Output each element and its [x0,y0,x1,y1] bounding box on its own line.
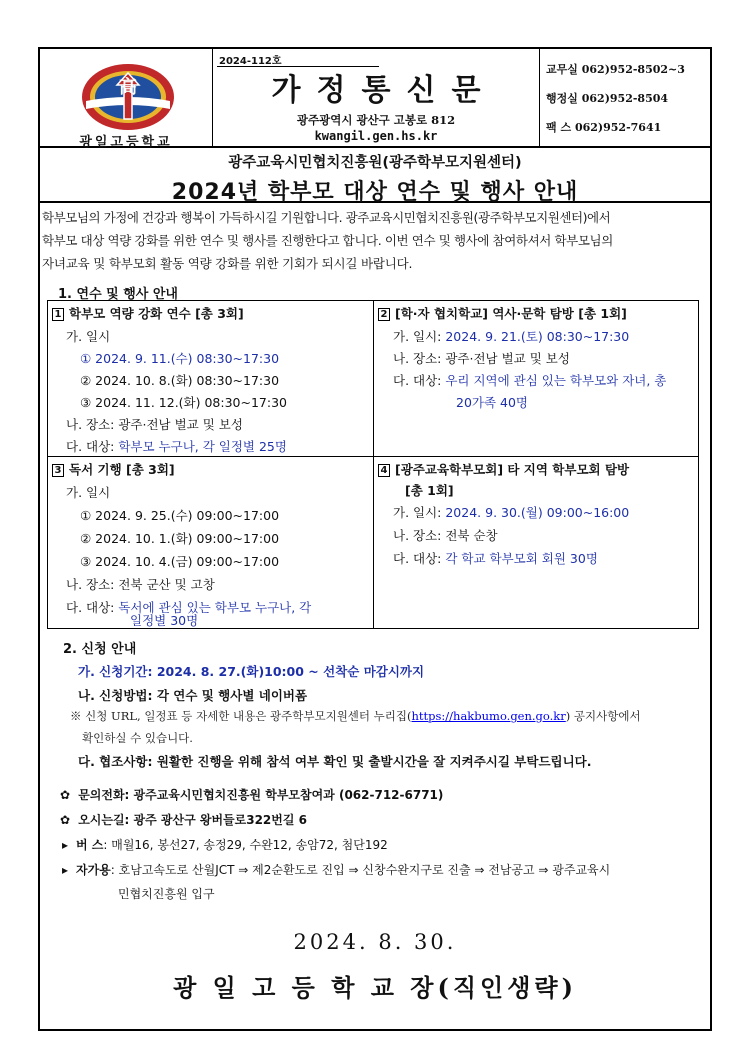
contact-panel [540,49,710,146]
contact-fax: 팩 스 062)952-7641 [546,121,662,134]
principal-signature: 광 일 고 등 학 교 장(직인생략) [173,973,577,1002]
event4-target: 다. 대상: 각 학교 학부모회 회원 30명 [393,551,598,566]
application-method: 나. 신청방법: 각 연수 및 행사별 네이버폼 [78,688,308,703]
event1-line: ① 2024. 9. 11.(수) 08:30~17:30 [80,351,280,366]
organizer-title: 광주교육시민협치진흥원(광주학부모지원센터) [228,155,522,171]
flower-icon: ✿ [60,788,71,802]
event2-title: 2 [학·자 협치학교] 역사·문학 탐방 [총 1회] [378,304,627,322]
event3-line: ② 2024. 10. 1.(화) 09:00~17:00 [80,531,280,546]
directions: ✿ 오시는길: 광주 광산구 왕버들로322번길 6 [60,813,307,827]
arrow-icon: ▸ [62,863,69,877]
application-note: ※ 신청 URL, 일정표 등 자세한 내용은 광주학부모지원센터 누리집(https://hakbumo.gen.go.kr) 공지사항에서 [70,709,641,723]
event3-line: 가. 일시 [66,485,111,500]
school-logo-panel [40,49,213,150]
car-route: ▸ 자가용: 호남고속도로 산월JCT ⇒ 제2순환도로 진입 ⇒ 신창수완지구로 진출 ⇒ 전남공고 ⇒ 광주교육시 [62,863,611,877]
cooperation-request: 다. 협조사항: 원활한 진행을 위해 참석 여부 확인 및 출발시간을 잘 지켜주시길 부탁드립니다. [78,754,592,769]
school-website: kwangil.gen.hs.kr [314,129,438,143]
event3-target: 다. 대상: 독서에 관심 있는 학부모 누구나, 각 [66,600,312,615]
event1-line: ③ 2024. 11. 12.(화) 08:30~17:30 [80,395,287,410]
event1-line: 나. 장소: 광주·전남 벌교 및 보성 [66,417,243,432]
notice-title: 2024년 학부모 대상 연수 및 행사 안내 [171,180,579,205]
paper-title: 가정통신문 [271,73,497,108]
issue-date: 2024. 8. 30. [293,930,457,954]
flower-icon: ✿ [60,813,71,827]
letterhead [38,47,712,148]
table-divider [48,456,698,457]
notice-title-block [38,148,712,203]
event3-target-cont: 일정별 30명 [130,613,199,628]
event2-time: 가. 일시: 2024. 9. 21.(토) 08:30~17:30 [393,329,630,344]
application-period: 가. 신청기간: 2024. 8. 27.(화)10:00 ~ 선착순 마감시까지 [78,664,425,679]
car-route-cont: 민협치진흥원 입구 [118,887,215,901]
event2-target: 다. 대상: 우리 지역에 관심 있는 학부모와 자녀, 총 [393,373,667,388]
event1-line: 가. 일시 [66,329,111,344]
event4-title: 4 [광주교육학부모회] 타 지역 학부모회 탐방 [378,460,629,478]
intro-line: 학부모님의 가정에 건강과 행복이 가득하시길 기원합니다. 광주교육시민협치진흥원(광주학부모지원센터)에서 [42,210,611,225]
event3-line: 나. 장소: 전북 군산 및 고창 [66,577,215,592]
event4-time: 가. 일시: 2024. 9. 30.(월) 09:00~16:00 [393,505,630,520]
section1-title: 1. 연수 및 행사 안내 [58,287,178,302]
contact-office: 교무실 062)952-8502~3 [546,63,685,76]
table-divider [373,301,374,628]
event3-line: ① 2024. 9. 25.(수) 09:00~17:00 [80,508,280,523]
bus-routes: ▸ 버 스: 매월16, 봉선27, 송정29, 수완12, 송암72, 첨단192 [62,838,388,852]
intro-paragraph [38,203,712,275]
event4-place: 나. 장소: 전북 순창 [393,528,498,543]
inquiry-phone: ✿ 문의전화: 광주교육시민협치진흥원 학부모참여과 (062-712-6771) [60,788,444,802]
support-center-link[interactable]: https://hakbumo.gen.go.kr [411,709,566,723]
school-name: 광일고등학교 [79,135,173,150]
arrow-icon: ▸ [62,838,69,852]
contact-admin: 행정실 062)952-8504 [546,92,669,105]
event1-line: ② 2024. 10. 8.(화) 08:30~17:30 [80,373,280,388]
letterhead-center [213,49,540,146]
intro-line: 학부모 대상 역량 강화를 위한 연수 및 행사를 진행한다고 합니다. 이번 연수 및 행사에 참여하셔서 학부모님의 [42,233,613,248]
school-address: 광주광역시 광산구 고봉로 812 [296,113,456,127]
events-table [47,300,699,629]
event1-target: 다. 대상: 학부모 누구나, 각 일정별 25명 [66,439,287,454]
logo-glyph: 高 [119,77,137,98]
event4-title-cont: [총 1회] [405,483,454,498]
issue-number: 2024-112호 [219,56,282,67]
event2-place: 나. 장소: 광주·전남 벌교 및 보성 [393,351,570,366]
event3-title: 3 독서 기행 [총 3회] [52,460,175,478]
event2-target-cont: 20가족 40명 [456,395,529,410]
school-emblem-icon [80,59,176,135]
event1-title: 1 학부모 역량 강화 연수 [총 3회] [52,304,244,322]
application-note-cont: 확인하실 수 있습니다. [82,731,193,745]
intro-line: 자녀교육 및 학부모회 활동 역량 강화를 위한 기회가 되시길 바랍니다. [42,256,413,271]
section2-title: 2. 신청 안내 [63,642,137,657]
event3-line: ③ 2024. 10. 4.(금) 09:00~17:00 [80,554,280,569]
